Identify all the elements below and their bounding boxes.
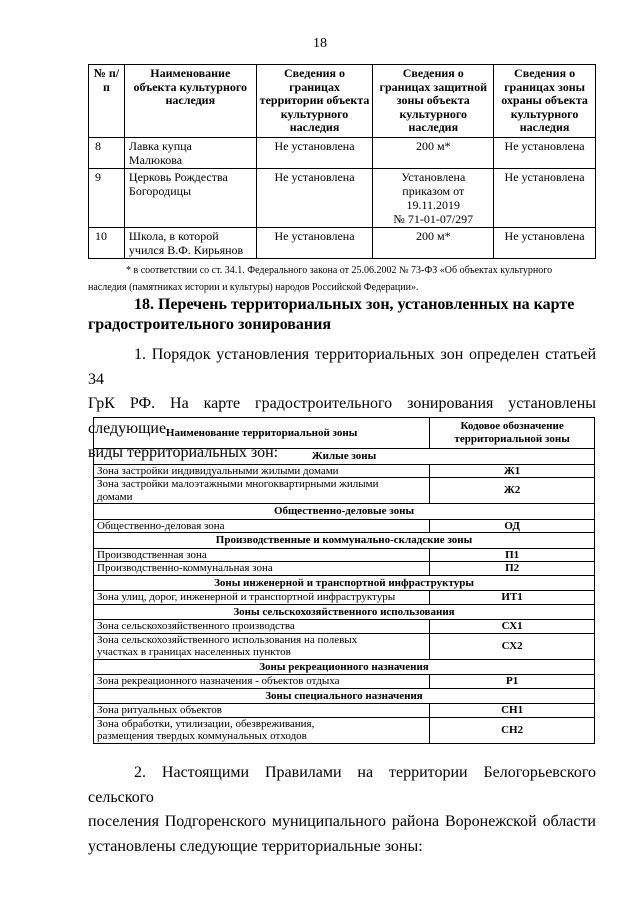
header-zone-code-line: Кодовое обозначение [460,420,564,432]
zone-group-title: Зоны инженерной и транспортной инфраструктуры [94,575,595,591]
table-row [89,227,596,258]
zone-name-cell [94,464,430,478]
footnote [88,262,600,296]
zone-code-cell: СХ1 [430,620,595,634]
protection-zone-cell [373,227,494,258]
cell-line: № 71-01-07/297 [393,211,474,226]
paragraph-line: виды территориальных зон: [88,444,279,461]
section-heading [88,295,596,335]
zone-name-line: размещения твердых коммунальных отходов [97,730,307,742]
cell-line: 200 м* [415,138,451,153]
paragraph-line: 1. Порядок установления территориальных зон определен статьей 34 [88,346,596,388]
zone-name-line: Зона ритуальных объектов [97,704,222,716]
zone-group-row [94,659,595,675]
zone-code-cell: Ж2 [430,478,595,504]
zone-name-line: Зона рекреационного назначения - объектов отдыха [97,675,340,687]
header-protection-zone: Сведения о границах защитной зоны объекта культурного наследия [373,65,494,138]
cell-line: Установлена [401,169,466,184]
object-name-cell [124,137,256,168]
zone-code-cell: СН1 [430,704,595,718]
paragraph-line: установлены следующие территориальные зоны: [88,837,423,855]
cell-line: приказом от [402,183,465,198]
security-zone-cell [494,137,596,168]
zone-group-row [94,575,595,591]
zone-group-row [94,688,595,704]
zone-name-line: Зона застройки малоэтажными многоквартирными жилыми [97,478,379,490]
zone-code-cell: ОД [430,519,595,533]
cell-line: Не установлена [274,228,355,243]
object-name-line: Малюкова [128,152,183,167]
zone-code-cell: СН2 [430,717,595,743]
territorial-zones-table [93,417,595,744]
zone-row [94,591,595,605]
zone-row [94,478,595,504]
cell-line: 200 м* [415,228,451,243]
cell-line: 19.11.2019 [406,197,461,212]
footnote-line: наследия (памятниках истории и культуры) народов Российской Федерации». [88,282,419,293]
zone-name-cell [94,620,430,634]
zone-group-title: Жилые зоны [94,449,595,465]
zone-code-cell: П2 [430,562,595,576]
zone-row [94,633,595,659]
zone-name-line: Общественно-деловая зона [97,519,225,532]
security-zone-cell [494,227,596,258]
zone-row [94,704,595,718]
zone-name-line: Производственная зона [97,548,207,561]
zone-name-cell [94,478,430,504]
zone-group-row [94,604,595,620]
object-name-line: Школа, в которой [128,228,219,243]
zone-name-cell [94,519,430,533]
zone-name-cell [94,704,430,718]
zone-group-title: Общественно-деловые зоны [94,504,595,520]
zone-row [94,675,595,689]
zone-row [94,464,595,478]
zone-name-cell [94,675,430,689]
zone-name-cell [94,548,430,562]
zone-name-line: Зона застройки индивидуальными жилыми домами [97,464,339,477]
table-row [89,168,596,227]
zone-group-title: Зоны специального назначения [94,688,595,704]
object-name-line: учился В.Ф. Кирьянов [128,242,244,257]
zone-code-cell: П1 [430,548,595,562]
zone-name-cell [94,633,430,659]
object-name-line: Церковь Рождества [128,169,228,184]
cell-line: Не установлена [504,228,585,243]
zone-name-cell [94,562,430,576]
object-name-line: Богородицы [128,183,192,198]
zone-name-line: Производственно-коммунальная зона [97,562,273,574]
header-number: № п/п [89,65,125,138]
zone-row [94,620,595,634]
zone-name-cell [94,717,430,743]
cell-line: Не установлена [274,138,355,153]
object-name-cell [124,168,256,227]
paragraph-line: 2. Настоящими Правилами на территории Белогорьевского сельского [88,764,596,806]
paragraph-line: ГрК РФ. На карте градостроительного зонирования установлены следующие [88,395,596,437]
zone-group-title: Производственные и коммунально-складские зоны [94,533,595,549]
zone-code-cell: Р1 [430,675,595,689]
header-zone-name: Наименование территориальной зоны [94,418,430,449]
page-number: 18 [313,36,327,51]
zone-name-line: домами [97,490,133,503]
zone-row [94,548,595,562]
zone-row [94,519,595,533]
header-object-name: Наименование объекта культурного наследия [124,65,256,138]
zone-name-cell [94,591,430,605]
section-heading-line: градостроительного зонирования [88,316,332,333]
header-zone-code-line: территориальной зоны [454,433,570,445]
cell-line: Не установлена [274,169,355,184]
header-security-zone: Сведения о границах зоны охраны объекта культурного наследия [494,65,596,138]
section-heading-line: 18. Перечень территориальных зон, установленных на карте [134,296,575,313]
zone-name-line: участках в границах населенных пунктов [97,646,291,658]
zone-row [94,717,595,743]
zone-group-title: Зоны рекреационного назначения [94,659,595,675]
zone-group-title: Зоны сельскохозяйственного использования [94,604,595,620]
cell-line: Не установлена [504,138,585,153]
table-row [89,137,596,168]
zone-code-cell: ИТ1 [430,591,595,605]
security-zone-cell [494,168,596,227]
heritage-table-header [89,65,596,138]
territory-cell [256,137,373,168]
footnote-line: * в соответствии со ст. 34.1. Федерального закона от 25.06.2002 № 73-ФЗ «Об объектах культурного [126,265,553,276]
zone-code-cell: Ж1 [430,464,595,478]
object-name-cell [124,227,256,258]
object-name-line: Лавка купца [128,138,192,153]
protection-zone-cell [373,168,494,227]
row-number: 9 [89,168,125,227]
protection-zone-cell [373,137,494,168]
territory-cell [256,227,373,258]
zone-group-row [94,533,595,549]
header-zone-code [430,418,595,449]
zone-row [94,562,595,576]
zone-name-line: Зона обработки, утилизации, обезвреживания, [97,717,315,730]
row-number: 8 [89,137,125,168]
row-number: 10 [89,227,125,258]
zone-name-line: Зона сельскохозяйственного производства [97,620,295,632]
territory-cell [256,168,373,227]
heritage-objects-table [88,64,596,259]
header-territory-bounds: Сведения о границах территории объекта культурного наследия [256,65,373,138]
paragraph-established-zones [88,761,596,859]
zone-group-row [94,449,595,465]
paragraph-line: поселения Подгоренского муниципального района Воронежской области [88,813,596,830]
zone-name-line: Зона сельскохозяйственного использования на полевых [97,633,358,646]
cell-line: Не установлена [504,169,585,184]
zone-group-row [94,504,595,520]
zone-name-line: Зона улиц, дорог, инженерной и транспортной инфраструктуры [97,591,396,603]
zones-table-header [94,418,595,449]
zone-code-cell: СХ2 [430,633,595,659]
